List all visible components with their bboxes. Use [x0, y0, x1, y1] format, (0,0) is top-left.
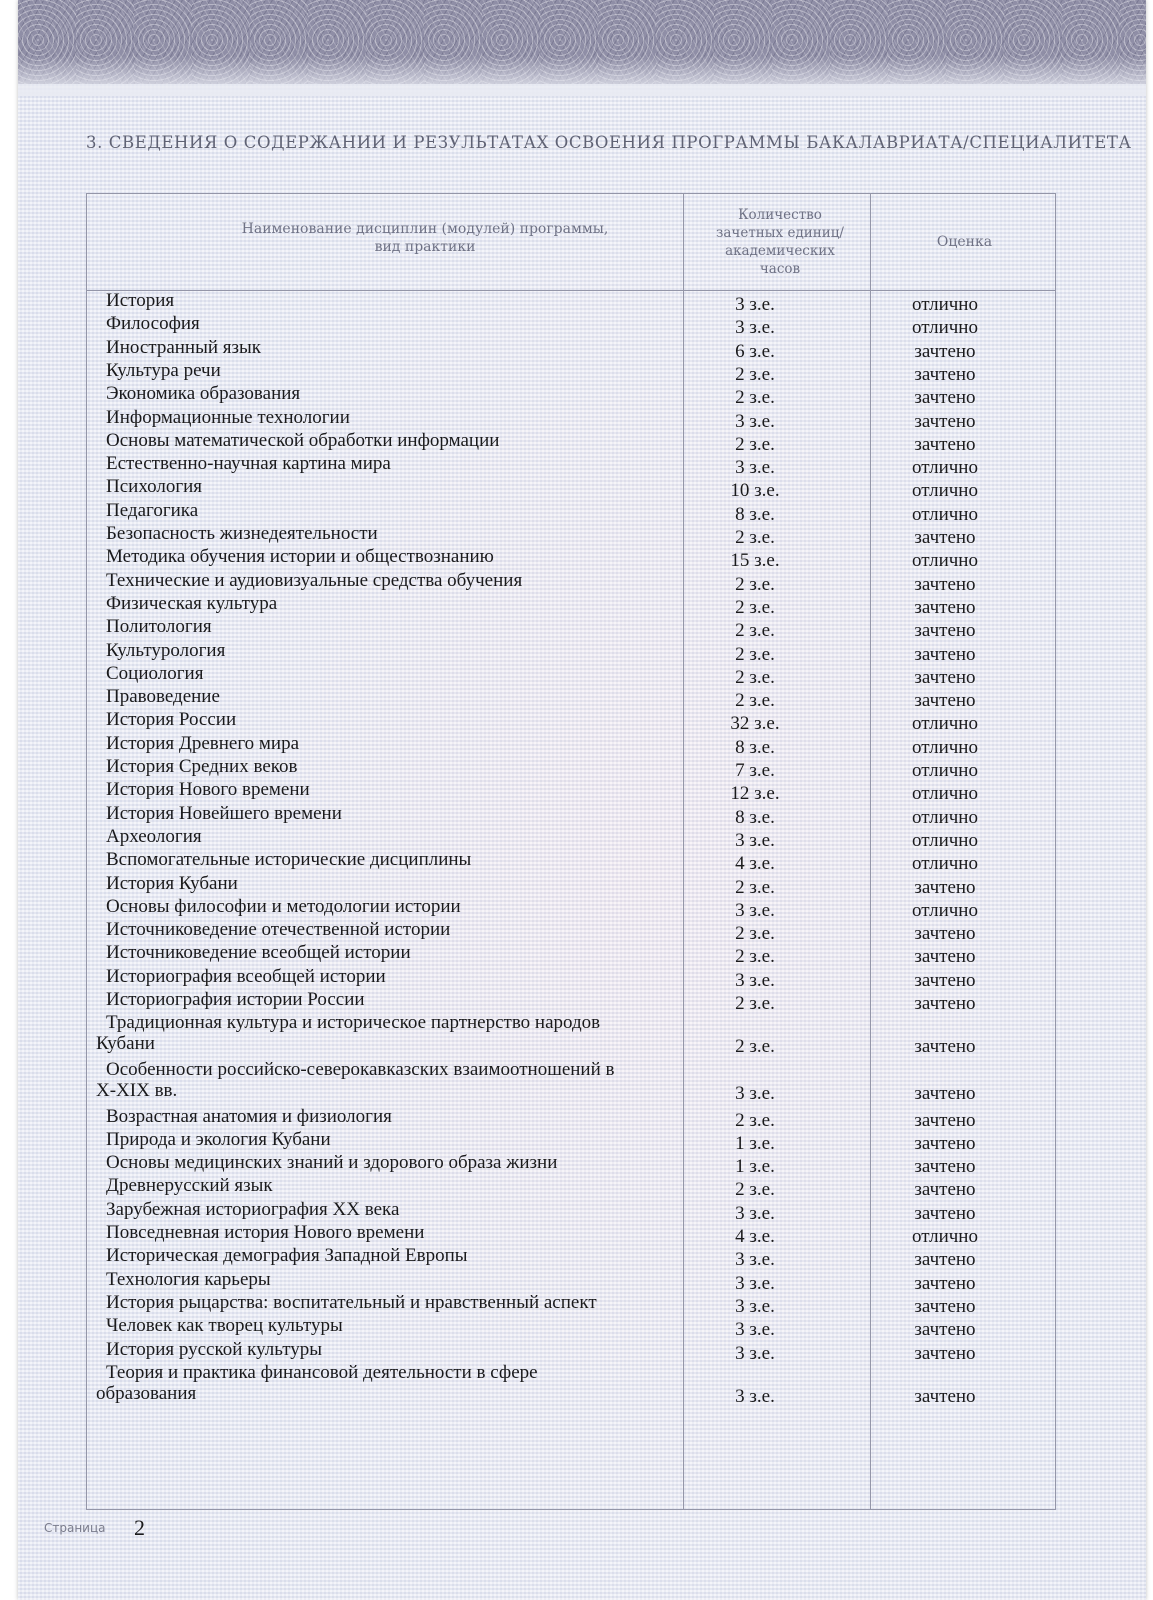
grade-value: зачтено — [914, 527, 976, 548]
discipline-name: История Кубани — [106, 872, 238, 894]
credits-value: 2 з.е. — [735, 1036, 775, 1058]
credits-value: 3 з.е. — [735, 1319, 775, 1341]
header-credits — [690, 206, 870, 278]
header-grade: Оценка — [936, 234, 993, 250]
discipline-name: Политология — [106, 616, 212, 638]
credits-value: 4 з.е. — [735, 1226, 775, 1247]
grade-value: зачтено — [914, 1156, 976, 1178]
credits-value: 2 з.е. — [735, 573, 775, 595]
grade-value: зачтено — [914, 340, 976, 362]
discipline-name: Древнерусский язык — [106, 1175, 273, 1197]
credits-value: 3 з.е. — [735, 1272, 775, 1294]
credits-value: 3 з.е. — [735, 829, 775, 851]
grade-value: зачтено — [914, 993, 976, 1014]
discipline-name: История рыцарства: воспитательный и нравственный аспект — [106, 1291, 597, 1313]
discipline-name: Технические и аудиовизуальные средства обучения — [106, 569, 523, 591]
grade-value: зачтено — [914, 1249, 976, 1271]
grade-value: отлично — [912, 457, 978, 479]
grade-value: зачтено — [914, 596, 976, 618]
discipline-name: Философия — [106, 313, 200, 335]
grade-value: зачтено — [914, 946, 976, 968]
grade-value: зачтено — [914, 363, 976, 385]
credits-value: 2 з.е. — [735, 620, 775, 642]
discipline-name-continued: образования — [96, 1382, 197, 1404]
grade-value: зачтено — [914, 643, 976, 665]
credits-value: 3 з.е. — [735, 1249, 775, 1271]
discipline-name: Повседневная история Нового времени — [106, 1222, 425, 1243]
discipline-name: Теория и практика финансовой деятельности в сфере — [106, 1361, 538, 1383]
grade-value: отлично — [912, 550, 978, 572]
discipline-name: Источниковедение отечественной истории — [106, 919, 451, 941]
credits-value: 3 з.е. — [735, 1202, 775, 1224]
credits-value: 10 з.е. — [730, 480, 780, 502]
discipline-name: Археология — [106, 825, 202, 847]
discipline-name: История Нового времени — [106, 779, 310, 801]
discipline-name: Культура речи — [106, 359, 221, 381]
credits-value: 2 з.е. — [735, 387, 775, 409]
discipline-name: Особенности российско-северокавказских взаимоотношений в — [106, 1058, 615, 1080]
discipline-name: Методика обучения истории и обществознанию — [106, 546, 494, 568]
discipline-name: Историография истории России — [106, 989, 365, 1010]
credits-value: 8 з.е. — [735, 736, 775, 758]
credits-value: 3 з.е. — [735, 294, 775, 315]
discipline-name: Социология — [106, 662, 204, 684]
discipline-name: История русской культуры — [106, 1338, 323, 1360]
credits-value: 1 з.е. — [735, 1132, 775, 1154]
grade-value: зачтено — [914, 923, 976, 945]
discipline-name-continued: Кубани — [96, 1033, 155, 1055]
grade-value: отлично — [912, 480, 978, 502]
grade-value: зачтено — [914, 690, 976, 712]
discipline-name: Технология карьеры — [106, 1268, 271, 1290]
credits-value: 3 з.е. — [735, 1082, 775, 1104]
discipline-name: Экономика образования — [106, 383, 301, 405]
credits-value: 3 з.е. — [735, 410, 775, 432]
grade-value: отлично — [912, 829, 978, 851]
discipline-name: Психология — [106, 476, 203, 498]
discipline-name: Информационные технологии — [106, 406, 350, 428]
credits-value: 1 з.е. — [735, 1156, 775, 1178]
discipline-name-continued: X-XIX вв. — [96, 1079, 178, 1101]
grade-value: отлично — [912, 853, 978, 875]
discipline-name: История России — [106, 709, 237, 731]
credits-value: 2 з.е. — [735, 433, 775, 455]
discipline-name: Физическая культура — [106, 592, 278, 614]
grade-value: отлично — [912, 294, 978, 315]
credits-value: 2 з.е. — [735, 666, 775, 688]
credits-value: 3 з.е. — [735, 1385, 775, 1407]
grade-value: зачтено — [914, 1036, 976, 1058]
grade-value: отлично — [912, 806, 978, 828]
discipline-name: Культурология — [106, 639, 226, 661]
discipline-name: Возрастная анатомия и физиология — [106, 1105, 392, 1127]
header-credits-line: академических — [725, 243, 835, 259]
credits-value: 2 з.е. — [735, 596, 775, 618]
grade-value: отлично — [912, 899, 978, 921]
page-number: 2 — [134, 1515, 145, 1540]
grade-value: зачтено — [914, 387, 976, 409]
grade-value: зачтено — [914, 666, 976, 688]
discipline-name: Историография всеобщей истории — [106, 965, 386, 987]
credits-value: 6 з.е. — [735, 340, 775, 362]
credits-value: 4 з.е. — [735, 853, 775, 875]
credits-value: 2 з.е. — [735, 690, 775, 712]
grade-value: зачтено — [914, 410, 976, 432]
credits-value: 8 з.е. — [735, 503, 775, 525]
grade-value: зачтено — [914, 1132, 976, 1154]
grade-value: зачтено — [914, 1272, 976, 1294]
discipline-name: История Древнего мира — [106, 732, 300, 754]
grade-value: зачтено — [914, 573, 976, 595]
discipline-name: Педагогика — [106, 499, 199, 521]
discipline-name: Человек как творец культуры — [106, 1315, 343, 1337]
grade-value: зачтено — [914, 1342, 976, 1364]
credits-value: 32 з.е. — [730, 713, 780, 735]
grade-value: отлично — [912, 317, 978, 339]
credits-value: 2 з.е. — [735, 363, 775, 385]
header-name-line: Наименование дисциплин (модулей) программы, — [241, 221, 609, 237]
discipline-name: Историческая демография Западной Европы — [106, 1245, 468, 1267]
discipline-name: Основы медицинских знаний и здорового образа жизни — [106, 1152, 558, 1174]
grade-value: зачтено — [914, 1295, 976, 1317]
grade-value: отлично — [912, 713, 978, 735]
grade-value: зачтено — [914, 1109, 976, 1131]
grade-value: зачтено — [914, 876, 976, 898]
credits-value: 3 з.е. — [735, 1295, 775, 1317]
credits-value: 2 з.е. — [735, 527, 775, 548]
header-credits-line: зачетных единиц/ — [716, 225, 844, 241]
discipline-name: История — [106, 290, 175, 311]
grade-value: зачтено — [914, 1319, 976, 1341]
credits-value: 2 з.е. — [735, 643, 775, 665]
header-credits-line: часов — [759, 261, 801, 277]
column-divider-1 — [683, 193, 684, 1510]
page-label: Страница — [44, 1521, 106, 1535]
credits-value: 3 з.е. — [735, 317, 775, 339]
credits-value: 3 з.е. — [735, 899, 775, 921]
discipline-name: Безопасность жизнедеятельности — [106, 523, 378, 544]
credits-value: 3 з.е. — [735, 1342, 775, 1364]
credits-value: 8 з.е. — [735, 806, 775, 828]
grade-value: зачтено — [914, 620, 976, 642]
section-title: 3. СВЕДЕНИЯ О СОДЕРЖАНИИ И РЕЗУЛЬТАТАХ ОСВОЕНИЯ ПРОГРАММЫ БАКАЛАВРИАТА/СПЕЦИАЛИТЕТА — [86, 133, 1132, 152]
credits-value: 2 з.е. — [735, 1179, 775, 1201]
discipline-name: Естественно-научная картина мира — [106, 453, 391, 475]
discipline-name: Основы философии и методологии истории — [106, 895, 461, 917]
grade-value: отлично — [912, 503, 978, 525]
credits-value: 3 з.е. — [735, 457, 775, 479]
header-credits-line: Количество — [738, 207, 822, 223]
credits-value: 2 з.е. — [735, 1109, 775, 1131]
header-name-line: вид практики — [374, 239, 476, 255]
grade-value: зачтено — [914, 969, 976, 991]
guilloche-fade — [18, 56, 1146, 96]
discipline-name: Иностранный язык — [106, 336, 262, 358]
grade-value: отлично — [912, 736, 978, 758]
credits-value: 15 з.е. — [730, 550, 780, 572]
credits-value: 3 з.е. — [735, 969, 775, 991]
grade-value: зачтено — [914, 433, 976, 455]
discipline-name: Источниковедение всеобщей истории — [106, 942, 411, 964]
grade-value: отлично — [912, 783, 978, 805]
discipline-name: Зарубежная историография XX века — [106, 1198, 400, 1220]
grade-value: отлично — [912, 760, 978, 781]
grade-value: зачтено — [914, 1385, 976, 1407]
discipline-name: История Средних веков — [106, 756, 298, 777]
column-divider-2 — [870, 193, 871, 1510]
grade-value: зачтено — [914, 1202, 976, 1224]
discipline-name: Природа и экология Кубани — [106, 1128, 331, 1150]
header-discipline-name — [200, 220, 650, 256]
discipline-name: Правоведение — [106, 686, 220, 708]
credits-value: 12 з.е. — [730, 783, 780, 805]
discipline-name: Традиционная культура и историческое партнерство народов — [106, 1012, 601, 1034]
discipline-name: Вспомогательные исторические дисциплины — [106, 849, 472, 871]
discipline-name: Основы математической обработки информации — [106, 429, 500, 451]
discipline-name: История Новейшего времени — [106, 802, 342, 824]
grade-value: зачтено — [914, 1082, 976, 1104]
credits-value: 2 з.е. — [735, 993, 775, 1014]
credits-value: 2 з.е. — [735, 876, 775, 898]
grade-value: отлично — [912, 1226, 978, 1247]
credits-value: 2 з.е. — [735, 923, 775, 945]
grade-value: зачтено — [914, 1179, 976, 1201]
credits-value: 7 з.е. — [735, 760, 775, 781]
credits-value: 2 з.е. — [735, 946, 775, 968]
